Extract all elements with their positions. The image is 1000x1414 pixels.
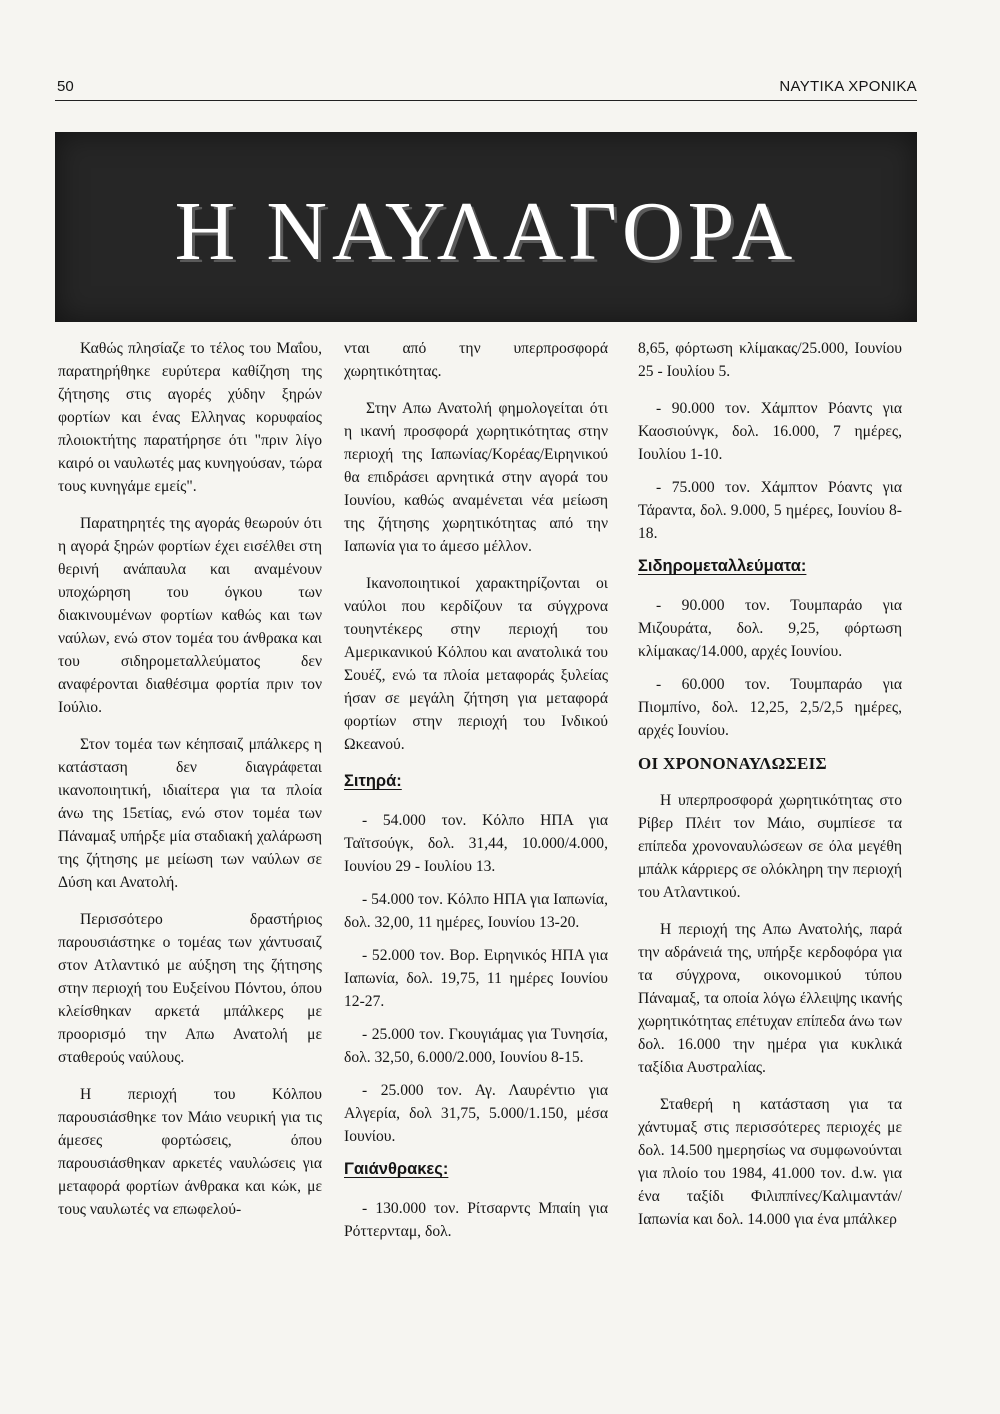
timecharter-heading: ΟΙ ΧΡΟΝΟΝΑΥΛΩΣΕΙΣ <box>638 754 827 773</box>
page-number: 50 <box>57 78 74 95</box>
magazine-title: ΝΑΥΤΙΚΑ ΧΡΟΝΙΚΑ <box>779 78 917 95</box>
paragraph: Η περιοχή της Απω Ανατολής, παρά την αδράνειά της, υπήρξε κερδοφόρα για τα σύγχρονα, οικονομικού τύπου Πάναμαξ, τα οποία λόγω έλλειψης ικανής χωρητικότητας επέτυχαν επίπεδα άνω των δολ. 16.000 την ημέρα για κυκλικά ταξίδια Αυστραλίας. <box>638 921 902 1076</box>
paragraph: Παρατηρητές της αγοράς θεωρούν ότι η αγορά ξηρών φορτίων έχει εισέλθει στη θερινή ανάπαυλα και αναμένουν υποχώρηση του όγκου των διακινουμένων φορτίων καθώς και των ναύλων, ενώ στον τομέα του άνθρακα και του σιδηρομεταλλεύματος δεν αναφέρονται διαθέσιμα φορτία πριν τον Ιούλιο. <box>58 515 322 716</box>
grain-heading: Σιτηρά: <box>344 772 402 790</box>
fixture-item: - 52.000 τον. Βορ. Ειρηνικός ΗΠΑ για Ιαπωνία, δολ. 19,75, 11 ημέρες Ιουνίου 12-27. <box>344 947 608 1010</box>
paragraph: Στον τομέα των κέηπσαιζ μπάλκερς η κατάσταση δεν διαγράφεται ικανοποιητική, ιδιαίτερα για τα πλοία άνω της 15ετίας, ενώ στον τομέα των Πάναμαξ υπήρξε μία σταδιακή χαλάρωση της ζήτησης με μείωση των ναύλων σε Δύση και Ανατολή. <box>58 736 322 891</box>
paragraph-continuation: νται από την υπερπροσφορά χωρητικότητας. <box>344 340 608 380</box>
fixture-item: - 60.000 τον. Τουμπαράο για Πιομπίνο, δολ. 12,25, 2,5/2,5 ημέρες, αρχές Ιουνίου. <box>638 676 902 739</box>
fixture-continuation: 8,65, φόρτωση κλίμακας/25.000, Ιουνίου 25 - Ιουλίου 5. <box>638 340 902 380</box>
fixture-item: - 130.000 τον. Ρίτσαρντς Μπαίη για Ρόττερνταμ, δολ. <box>344 1200 608 1240</box>
running-head <box>55 76 917 100</box>
iron-ore-heading: Σιδηρομεταλλεύματα: <box>638 557 807 575</box>
fixture-item: - 25.000 τον. Γκουγιάμας για Τυνησία, δολ. 32,50, 6.000/2.000, Ιουνίου 8-15. <box>344 1026 608 1066</box>
article-title: Η ΝΑΥΛΑΓΟΡΑ <box>174 185 798 278</box>
paragraph: Η υπερπροσφορά χωρητικότητας στο Ρίβερ Πλέιτ τον Μάιο, συμπίεσε τα επίπεδα χρονοναυλώσεων σε όλα μεγέθη μπάλκ κάρριερς σε ολόκληρη την περιοχή του Ατλαντικού. <box>638 792 902 901</box>
paragraph: Στην Απω Ανατολή φημολογείται ότι η ικανή προσφορά χωρητικότητας στην περιοχή της Ιαπωνίας/Κορέας/Ειρηνικού θα επιδράσει αρνητικά στην αγορά του Ιουνίου, καθώς αναμένεται νέα μείωση της ζήτησης χωρητικότητας από την Ιαπωνία για το άμεσο μέλλον. <box>344 400 608 555</box>
header-divider <box>55 100 917 101</box>
coal-heading: Γαιάνθρακες: <box>344 1160 449 1178</box>
fixture-item: - 75.000 τον. Χάμπτον Ρόαντς για Τάραντα, δολ. 9.000, 5 ημέρες, Ιουνίου 8-18. <box>638 479 902 542</box>
fixture-item: - 90.000 τον. Τουμπαράο για Μιζουράτα, δολ. 9,25, φόρτωση κλίμακας/14.000, αρχές Ιουνίου. <box>638 597 902 660</box>
column-3 <box>638 337 902 1245</box>
paragraph: Ικανοποιητικοί χαρακτηρίζονται οι ναύλοι που κερδίζουν τα σύγχρονα τουηντέκερς στην περιοχή του Αμερικανικού Κόλπου και ανατολικά του Σουέζ, ενώ τα πλοία μεταφοράς ξυλείας ήσαν σε μεγάλη ζήτηση για μεταφορά φορτίων στην περιοχή του Ινδικού Ωκεανού. <box>344 575 608 753</box>
fixture-item: - 54.000 τον. Κόλπο ΗΠΑ για Ταϊτσούγκ, δολ. 31,44, 10.000/4.000, Ιουνίου 29 - Ιουλίου 13. <box>344 812 608 875</box>
fixture-item: - 54.000 τον. Κόλπο ΗΠΑ για Ιαπωνία, δολ. 32,00, 11 ημέρες, Ιουνίου 13-20. <box>344 891 608 931</box>
paragraph: Περισσότερο δραστήριος παρουσιάστηκε ο τομέας των χάντυσαιζ στον Ατλαντικό με αύξηση της ζήτησης στην περιοχή του Ευξείνου Πόντου, όπου κλείσθηκαν αρκετά μπάλκερς με προορισμό την Απω Ανατολή με σταθερούς ναύλους. <box>58 911 322 1066</box>
fixture-item: - 25.000 τον. Αγ. Λαυρέντιο για Αλγερία, δολ 31,75, 5.000/1.150, μέσα Ιουνίου. <box>344 1082 608 1145</box>
paragraph: Καθώς πλησίαζε το τέλος του Μαΐου, παρατηρήθηκε ευρύτερα καθίζηση της ζήτησης στις αγορές χύδην ξηρών φορτίων και ένας Ελληνας κορυφαίος πλοιοκτήτης παρατήρησε ότι "πριν λίγο καιρό οι ναυλωτές μας κυνηγούσαν, τώρα τους κυνηγάμε εμείς". <box>58 340 322 495</box>
column-2 <box>344 337 608 1253</box>
paragraph: Η περιοχή του Κόλπου παρουσιάσθηκε τον Μάιο νευρική για τις άμεσες φορτώσεις, όπου παρουσιάσθηκαν αρκετές ναυλώσεις για μεταφορά φορτίων άνθρακα και κώκ, με τους ναυλωτές να επωφελού- <box>58 1086 322 1218</box>
fixture-item: - 90.000 τον. Χάμπτον Ρόαντς για Καοσιούνγκ, δολ. 16.000, 7 ημέρες, Ιουλίου 1-10. <box>638 400 902 463</box>
column-1 <box>58 337 322 1235</box>
paragraph: Σταθερή η κατάσταση για τα χάντυμαξ στις περισσότερες περιοχές με δολ. 14.500 ημερησίως να συμφωνούνται για πλοίο του 1984, 41.000 τον. d.w. για ένα ταξίδι Φιλιππίνες/Καλιμαντάν/Ιαπωνία και δολ. 14.000 για ένα μπάλκερ <box>638 1096 902 1228</box>
title-banner <box>55 132 917 322</box>
